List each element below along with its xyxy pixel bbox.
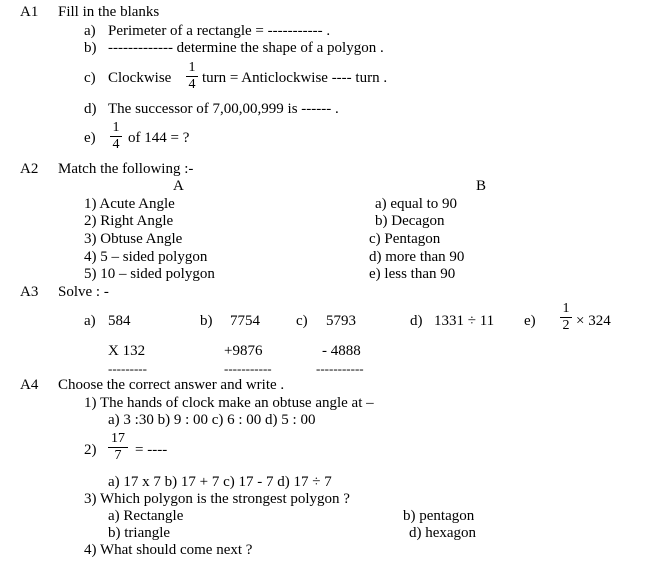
a2-right-item: e) less than 90	[369, 266, 456, 282]
a2-right-item: b) Decagon	[375, 213, 445, 229]
a3-c-top: 5793	[326, 313, 356, 329]
a3-a-line: ---------	[108, 361, 147, 376]
a4-q2-after: = ----	[135, 442, 168, 458]
a2-column-a-header: A	[173, 178, 184, 194]
a1-item-d-text: The successor of 7,00,00,999 is ------ .	[108, 101, 339, 117]
a1-item-c-letter: c)	[84, 70, 96, 86]
a4-q3-option-c: b) pentagon	[403, 508, 475, 524]
fraction-denominator: 2	[562, 318, 570, 333]
a1-item-c-before: Clockwise	[108, 70, 172, 86]
a3-a-letter: a)	[84, 313, 96, 329]
a3-c-letter: c)	[296, 313, 308, 329]
a2-right-item: a) equal to 90	[375, 196, 458, 212]
section-a1-title: Fill in the blanks	[58, 4, 160, 20]
a2-left-item: 3) Obtuse Angle	[84, 231, 183, 247]
section-a2-label: A2	[20, 161, 39, 177]
a2-column-b-header: B	[476, 178, 487, 194]
a3-b-line: -----------	[224, 361, 272, 376]
a1-item-a-letter: a)	[84, 23, 96, 39]
a4-q2-fraction	[108, 432, 128, 463]
a4-q3-option-b: b) triangle	[108, 525, 171, 541]
section-a4-title: Choose the correct answer and write .	[58, 377, 285, 393]
a4-q2-prefix: 2)	[84, 442, 97, 458]
a4-q3-option-a: a) Rectangle	[108, 508, 184, 524]
a3-b-letter: b)	[200, 313, 213, 329]
a3-a-bottom: X 132	[108, 343, 146, 359]
section-a2-title: Match the following :-	[58, 161, 194, 177]
a2-left-item: 5) 10 – sided polygon	[84, 266, 215, 282]
section-a3-title: Solve : -	[58, 284, 109, 300]
a3-a-top: 584	[108, 313, 131, 329]
a1-item-c-fraction	[186, 61, 198, 92]
fraction-numerator: 1	[562, 301, 570, 316]
fraction-numerator: 17	[111, 431, 125, 446]
a2-right-item: c) Pentagon	[369, 231, 441, 247]
a3-b-bottom: +9876	[224, 343, 263, 359]
fraction-denominator: 4	[112, 137, 120, 152]
a2-left-item: 4) 5 – sided polygon	[84, 249, 208, 265]
a1-item-e-after: of 144 = ?	[128, 130, 190, 146]
a2-right-item: d) more than 90	[369, 249, 465, 265]
a3-c-line: -----------	[316, 361, 364, 376]
fraction-denominator: 7	[114, 448, 122, 463]
a3-e-fraction	[560, 302, 572, 333]
section-a3-label: A3	[20, 284, 39, 300]
a4-q1-options: a) 3 :30 b) 9 : 00 c) 6 : 00 d) 5 : 00	[108, 412, 316, 428]
a3-e-letter: e)	[524, 313, 536, 329]
a4-q4-text: 4) What should come next ?	[84, 542, 253, 558]
a4-q1-text: 1) The hands of clock make an obtuse angle at –	[84, 395, 374, 411]
a1-item-c-after: turn = Anticlockwise ---- turn .	[202, 70, 388, 86]
a1-item-b-text: ------------- determine the shape of a polygon .	[108, 40, 384, 56]
a2-left-item: 2) Right Angle	[84, 213, 174, 229]
fraction-numerator: 1	[112, 120, 120, 135]
fraction-numerator: 1	[188, 60, 196, 75]
a2-left-item: 1) Acute Angle	[84, 196, 175, 212]
a1-item-d-letter: d)	[84, 101, 97, 117]
a1-item-e-letter: e)	[84, 130, 96, 146]
a3-b-top: 7754	[230, 313, 260, 329]
fraction-denominator: 4	[188, 77, 196, 92]
a3-e-after: × 324	[576, 313, 611, 329]
a3-d-text: 1331 ÷ 11	[434, 313, 495, 329]
a3-c-bottom: - 4888	[322, 343, 361, 359]
a4-q2-options: a) 17 x 7 b) 17 + 7 c) 17 - 7 d) 17 ÷ 7	[108, 474, 332, 490]
a1-item-b-letter: b)	[84, 40, 97, 56]
section-a4-label: A4	[20, 377, 39, 393]
a1-item-e-fraction	[110, 121, 122, 152]
a4-q3-option-d: d) hexagon	[409, 525, 477, 541]
a4-q3-text: 3) Which polygon is the strongest polygon ?	[84, 491, 350, 507]
a1-item-a-text: Perimeter of a rectangle = ----------- .	[108, 23, 331, 39]
a3-d-letter: d)	[410, 313, 423, 329]
section-a1-label: A1	[20, 4, 39, 20]
